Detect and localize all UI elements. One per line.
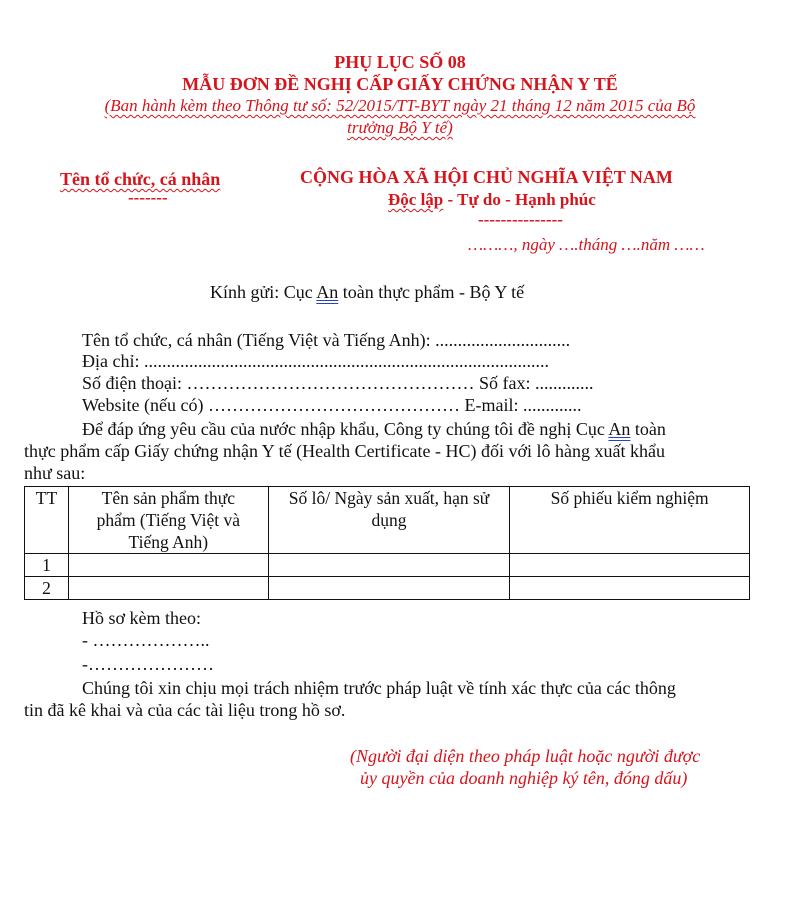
attachments-label: Hồ sơ kèm theo:	[82, 608, 202, 628]
issued-by-line1: (Ban hành kèm theo Thông tư số: 52/2015/TT-BYT ngày 21 tháng 12 năm 2015 của Bộ	[104, 96, 696, 115]
org-name-field: Tên tổ chức, cá nhân (Tiếng Việt và Tiếng Anh): ..............................	[82, 330, 571, 350]
phone-fax-field: Số điện thoại: ………………………………………… Số fax: .............	[82, 373, 594, 393]
table-row	[25, 577, 750, 600]
issued-by-line2: trưởng Bộ Y tế)	[347, 118, 453, 137]
row-product-name[interactable]	[68, 577, 268, 600]
attachment-item-2: -…………………	[82, 654, 214, 674]
row-test-number[interactable]	[510, 554, 750, 577]
appendix-title: PHỤ LỤC SỐ 08	[334, 52, 466, 72]
website-email-field: Website (nếu có) …………………………………… E-mail: .............	[82, 395, 582, 415]
row-lot[interactable]	[268, 554, 510, 577]
header-test-number: Số phiếu kiểm nghiệm	[510, 487, 750, 554]
org-dashes: -------	[128, 188, 168, 207]
row-test-number[interactable]	[510, 577, 750, 600]
request-line3: như sau:	[24, 463, 86, 483]
motto-dashes: ---------------	[478, 210, 563, 229]
commitment-line2: tin đã kê khai và của các tài liệu trong hồ sơ.	[24, 700, 346, 720]
row-tt: 1	[25, 554, 69, 577]
commitment-line1: Chúng tôi xin chịu mọi trách nhiệm trước pháp luật về tính xác thực của các thông	[82, 678, 676, 698]
signature-line1: (Người đại diện theo pháp luật hoặc người được	[350, 746, 701, 766]
header-lot: Số lô/ Ngày sản xuất, hạn sử dụng	[268, 487, 510, 554]
org-label: Tên tổ chức, cá nhân	[60, 169, 221, 189]
row-product-name[interactable]	[68, 554, 268, 577]
table-header-row	[25, 487, 750, 554]
request-line2: thực phẩm cấp Giấy chứng nhận Y tế (Health Certificate - HC) đối với lô hàng xuất khẩu	[24, 441, 666, 461]
row-tt: 2	[25, 577, 69, 600]
signature-line2: ủy quyền của doanh nghiệp ký tên, đóng dấu)	[360, 768, 688, 788]
attachment-item-1: - ………………..	[82, 630, 210, 650]
form-title: MẪU ĐƠN ĐỀ NGHỊ CẤP GIẤY CHỨNG NHẬN Y TẾ	[182, 74, 618, 94]
request-line1: Để đáp ứng yêu cầu của nước nhập khẩu, Công ty chúng tôi đề nghị Cục An toàn	[82, 419, 666, 439]
header-product-name: Tên sản phẩm thực phẩm (Tiếng Việt và Tiếng Anh)	[68, 487, 268, 554]
country-name: CỘNG HÒA XÃ HỘI CHỦ NGHĨA VIỆT NAM	[300, 167, 673, 187]
addressee: Kính gửi: Cục An toàn thực phẩm - Bộ Y tế	[210, 282, 525, 302]
header-tt: TT	[25, 487, 69, 554]
table-row	[25, 554, 750, 577]
date-line: ………, ngày ….tháng ….năm ……	[468, 235, 705, 254]
motto: Độc lập - Tự do - Hạnh phúc	[388, 190, 596, 209]
goods-table	[24, 486, 750, 600]
address-field: Địa chỉ: ..........................................................................................	[82, 351, 549, 371]
row-lot[interactable]	[268, 577, 510, 600]
